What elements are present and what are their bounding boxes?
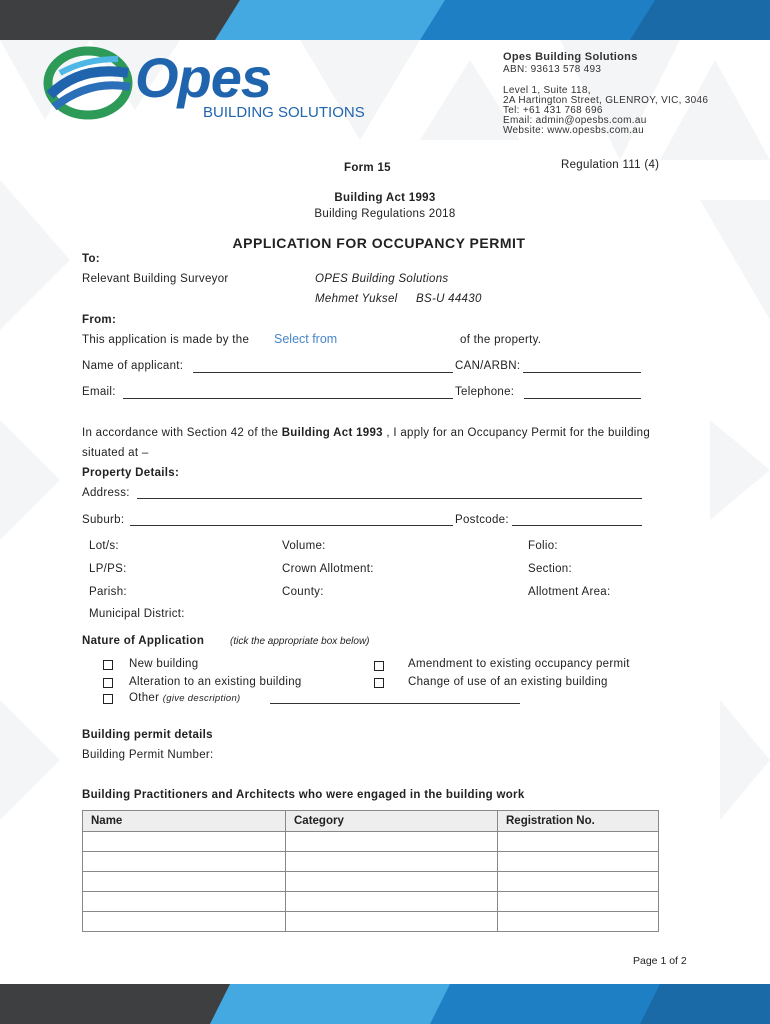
table-header-row: [83, 811, 659, 832]
page-title: APPLICATION FOR OCCUPANCY PERMIT: [232, 235, 526, 251]
suburb-label: Suburb:: [82, 514, 125, 526]
suburb-field[interactable]: [130, 525, 453, 526]
allotment-area-label: Allotment Area:: [528, 586, 611, 598]
opes-logo-icon: [40, 45, 135, 120]
table-cell[interactable]: [286, 872, 498, 892]
company-address-1: Level 1, Suite 118,: [503, 85, 591, 96]
surveyor-name: Mehmet Yuksel: [315, 293, 398, 305]
change-of-use-checkbox[interactable]: [374, 678, 384, 688]
logo-wordmark: Opes: [135, 46, 272, 109]
volume-label: Volume:: [282, 540, 326, 552]
practitioners-heading: Building Practitioners and Architects who were engaged in the building work: [82, 789, 525, 801]
other-hint: (give description): [162, 693, 241, 704]
postcode-label: Postcode:: [455, 514, 509, 526]
surveyor-registration: BS-U 44430: [416, 293, 482, 305]
surveyor-company: OPES Building Solutions: [315, 273, 449, 285]
table-cell[interactable]: [498, 832, 659, 852]
table-row: [83, 892, 659, 912]
statement-text-b: , I apply for an Occupancy Permit for the building: [386, 427, 651, 439]
table-row: [83, 852, 659, 872]
address-label: Address:: [82, 487, 130, 499]
company-website: Website: www.opesbs.com.au: [503, 125, 645, 136]
table-cell[interactable]: [498, 852, 659, 872]
logo-subtitle: BUILDING SOLUTIONS: [203, 104, 365, 121]
table-row: [83, 872, 659, 892]
of-property-label: of the property.: [460, 334, 542, 346]
permit-heading: Building permit details: [82, 729, 213, 741]
column-header-registration: Registration No.: [498, 811, 659, 832]
can-label: CAN/ARBN:: [455, 360, 521, 372]
new-building-label: New building: [129, 658, 199, 670]
county-label: County:: [282, 586, 324, 598]
from-heading: From:: [82, 314, 117, 326]
other-description-field[interactable]: [270, 703, 520, 704]
parish-label: Parish:: [89, 586, 127, 598]
regulations-title: Building Regulations 2018: [314, 208, 456, 220]
company-name: Opes Building Solutions: [503, 51, 638, 63]
amendment-checkbox[interactable]: [374, 661, 384, 671]
made-by-label: This application is made by the: [82, 334, 250, 346]
new-building-checkbox[interactable]: [103, 660, 113, 670]
table-cell[interactable]: [286, 852, 498, 872]
address-field[interactable]: [137, 498, 642, 499]
statement-line-1: [82, 427, 650, 439]
bottom-banner: [0, 984, 770, 1024]
applicant-role-select[interactable]: Select from: [271, 330, 454, 348]
applicant-name-label: Name of applicant:: [82, 360, 184, 372]
regulation-ref: Regulation 111 (4): [561, 159, 660, 171]
lots-label: Lot/s:: [89, 540, 119, 552]
email-field[interactable]: [123, 398, 453, 399]
company-tel: Tel: +61 431 768 696: [503, 105, 603, 116]
practitioners-table: [82, 810, 659, 932]
table-cell[interactable]: [286, 892, 498, 912]
table-row: [83, 912, 659, 932]
table-cell[interactable]: [286, 832, 498, 852]
other-label: [129, 692, 241, 704]
table-cell[interactable]: [498, 872, 659, 892]
statement-act: Building Act 1993: [281, 427, 383, 439]
page-number: Page 1 of 2: [633, 955, 687, 967]
telephone-field[interactable]: [524, 398, 641, 399]
alteration-checkbox[interactable]: [103, 678, 113, 688]
lpps-label: LP/PS:: [89, 563, 127, 575]
postcode-field[interactable]: [512, 525, 642, 526]
email-label: Email:: [82, 386, 116, 398]
company-email: Email: admin@opesbs.com.au: [503, 115, 647, 126]
table-row: [83, 832, 659, 852]
top-banner: [0, 0, 770, 40]
statement-line-2: situated at –: [82, 447, 149, 459]
table-cell[interactable]: [83, 872, 286, 892]
form-number: Form 15: [344, 162, 391, 174]
column-header-category: Category: [286, 811, 498, 832]
property-heading: Property Details:: [82, 467, 180, 479]
folio-label: Folio:: [528, 540, 558, 552]
act-title: Building Act 1993: [334, 192, 436, 204]
amendment-label: Amendment to existing occupancy permit: [408, 658, 630, 670]
section-label: Section:: [528, 563, 572, 575]
applicant-name-field[interactable]: [193, 372, 453, 373]
company-address-2: 2A Hartington Street, GLENROY, VIC, 3046: [503, 95, 709, 106]
to-label: Relevant Building Surveyor: [82, 273, 229, 285]
telephone-label: Telephone:: [455, 386, 515, 398]
permit-number-label: Building Permit Number:: [82, 749, 214, 761]
other-checkbox[interactable]: [103, 694, 113, 704]
table-cell[interactable]: [83, 912, 286, 932]
statement-text-a: In accordance with Section 42 of the: [82, 427, 279, 439]
alteration-label: Alteration to an existing building: [129, 676, 302, 688]
table-cell[interactable]: [498, 892, 659, 912]
table-cell[interactable]: [286, 912, 498, 932]
crown-allotment-label: Crown Allotment:: [282, 563, 374, 575]
to-heading: To:: [82, 253, 100, 265]
table-cell[interactable]: [498, 912, 659, 932]
company-abn: ABN: 93613 578 493: [503, 64, 602, 75]
table-cell[interactable]: [83, 852, 286, 872]
municipal-label: Municipal District:: [89, 608, 185, 620]
column-header-name: Name: [83, 811, 286, 832]
nature-heading: Nature of Application: [82, 635, 205, 647]
can-field[interactable]: [523, 372, 641, 373]
table-cell[interactable]: [83, 832, 286, 852]
change-of-use-label: Change of use of an existing building: [408, 676, 608, 688]
table-cell[interactable]: [83, 892, 286, 912]
nature-hint: (tick the appropriate box below): [230, 636, 370, 647]
other-text: Other: [129, 692, 160, 704]
